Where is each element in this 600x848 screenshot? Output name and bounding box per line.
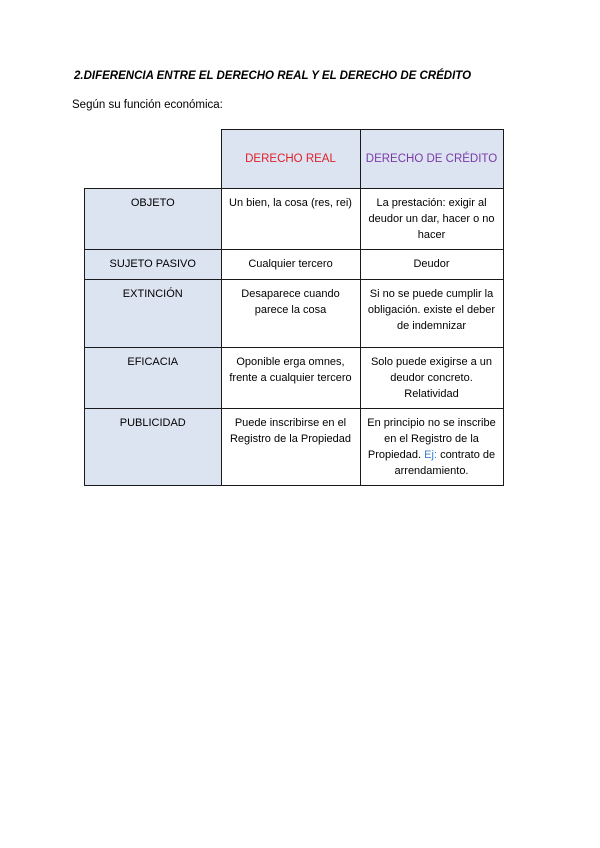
row-label-publicidad: PUBLICIDAD bbox=[85, 409, 222, 486]
row-label-extincion: EXTINCIÓN bbox=[85, 280, 222, 348]
cell-real-eficacia: Oponible erga omnes, frente a cualquier tercero bbox=[221, 348, 360, 409]
cell-credito-objeto: La prestación: exigir al deudor un dar, hacer o no hacer bbox=[360, 189, 503, 250]
table-row bbox=[85, 348, 504, 409]
table-row bbox=[85, 280, 504, 348]
header-derecho-credito: DERECHO DE CRÉDITO bbox=[360, 130, 503, 189]
table-row bbox=[85, 250, 504, 280]
row-label-sujeto-pasivo: SUJETO PASIVO bbox=[85, 250, 222, 280]
header-derecho-real: DERECHO REAL bbox=[221, 130, 360, 189]
example-label: Ej: bbox=[424, 449, 437, 461]
table-row bbox=[85, 189, 504, 250]
cell-real-publicidad: Puede inscribirse en el Registro de la Propiedad bbox=[221, 409, 360, 486]
corner-cell bbox=[85, 130, 222, 189]
credito-publicidad-text: En principio no se inscribe en el Registro de la Propiedad. bbox=[367, 417, 496, 461]
section-heading: 2.DIFERENCIA ENTRE EL DERECHO REAL Y EL DERECHO DE CRÉDITO bbox=[74, 70, 472, 82]
cell-real-sujeto-pasivo: Cualquier tercero bbox=[221, 250, 360, 280]
table-header-row bbox=[85, 130, 504, 189]
table-row bbox=[85, 409, 504, 486]
cell-credito-publicidad bbox=[360, 409, 503, 486]
cell-real-extincion: Desaparece cuando parece la cosa bbox=[221, 280, 360, 348]
credito-publicidad-example: contrato de arrendamiento. bbox=[394, 449, 496, 477]
cell-credito-sujeto-pasivo: Deudor bbox=[360, 250, 503, 280]
row-label-eficacia: EFICACIA bbox=[85, 348, 222, 409]
cell-real-objeto: Un bien, la cosa (res, rei) bbox=[221, 189, 360, 250]
intro-text: Según su función económica: bbox=[72, 99, 223, 111]
cell-credito-eficacia: Solo puede exigirse a un deudor concreto. Relatividad bbox=[360, 348, 503, 409]
comparison-table bbox=[84, 129, 504, 486]
cell-credito-extincion: Si no se puede cumplir la obligación. existe el deber de indemnizar bbox=[360, 280, 503, 348]
row-label-objeto: OBJETO bbox=[85, 189, 222, 250]
